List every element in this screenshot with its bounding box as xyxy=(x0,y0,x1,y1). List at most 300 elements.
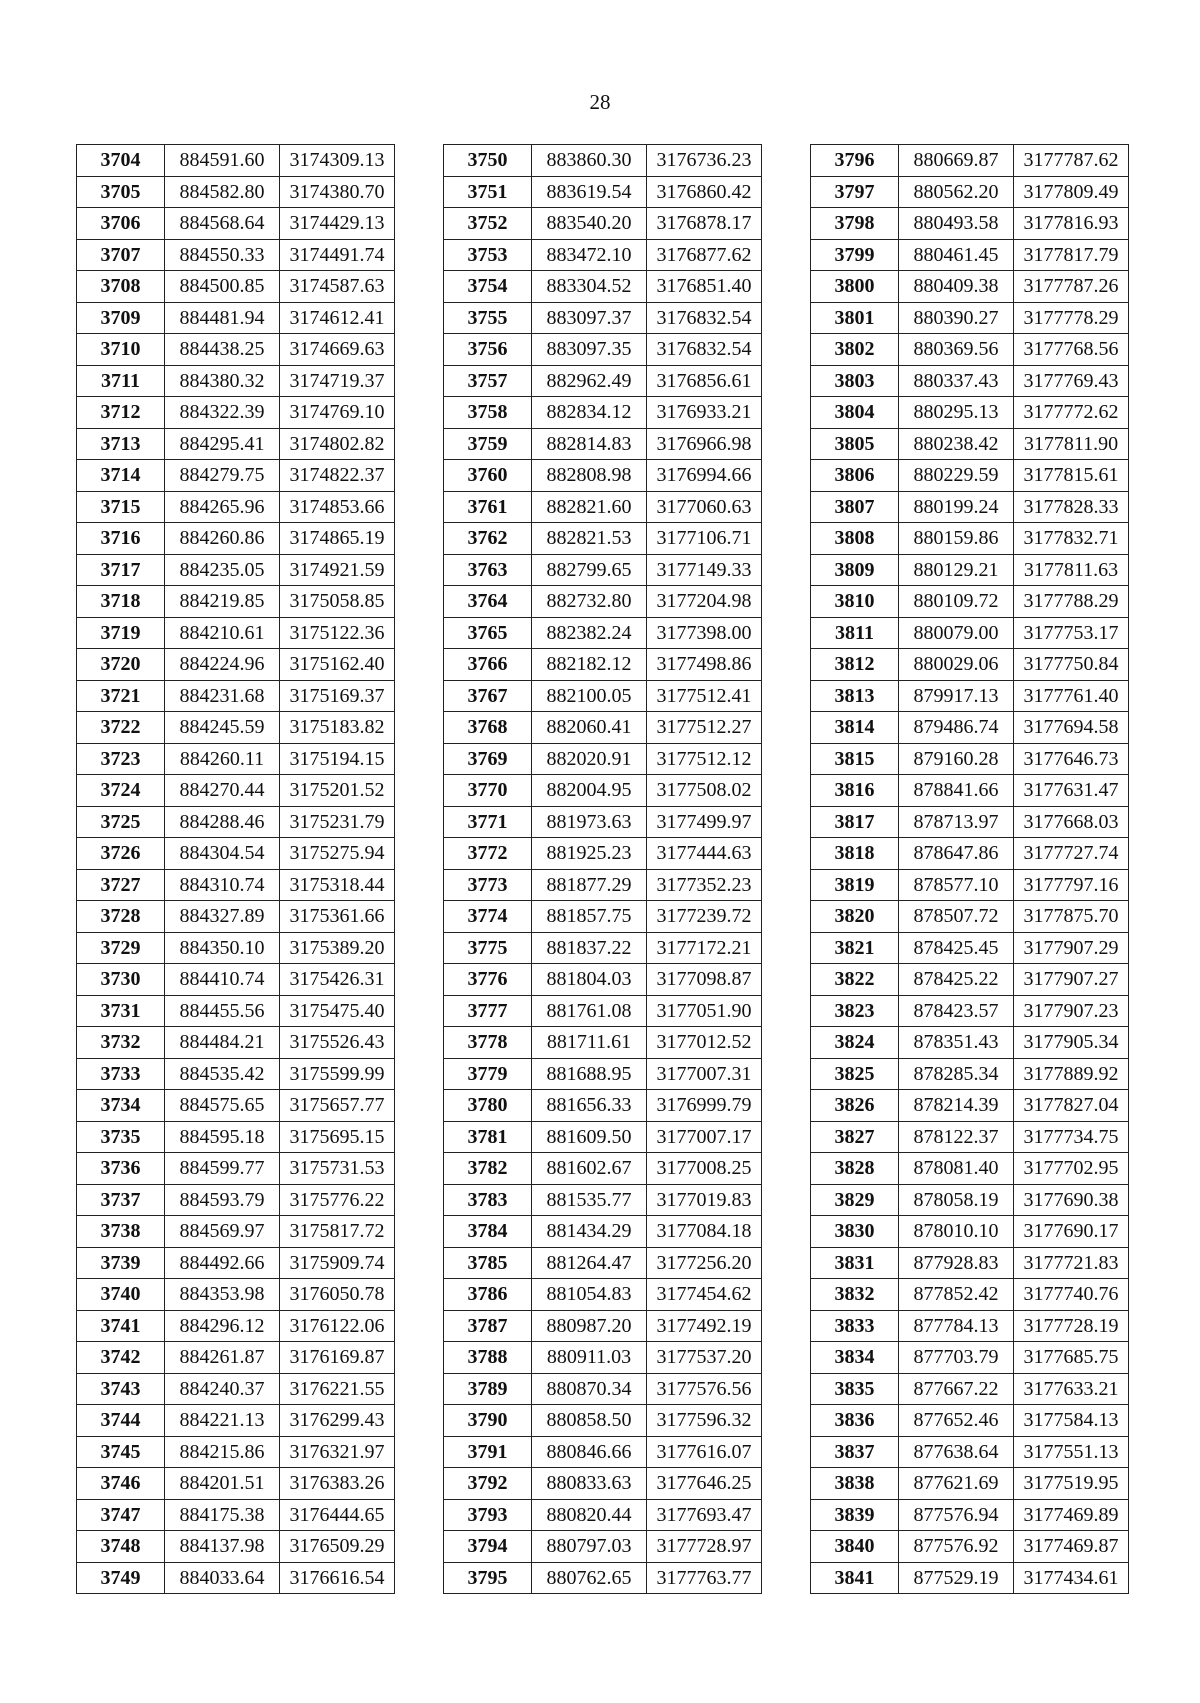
table-row xyxy=(444,995,762,1027)
x-coordinate-cell: 884240.37 xyxy=(165,1373,280,1405)
table-row xyxy=(77,1216,395,1248)
table-row xyxy=(811,712,1129,744)
point-id-cell: 3772 xyxy=(444,838,532,870)
table-row xyxy=(811,1090,1129,1122)
y-coordinate-cell: 3175183.82 xyxy=(280,712,395,744)
coordinate-table-3 xyxy=(810,144,1129,1594)
x-coordinate-cell: 881711.61 xyxy=(532,1027,647,1059)
table-row xyxy=(77,649,395,681)
point-id-cell: 3836 xyxy=(811,1405,899,1437)
x-coordinate-cell: 884265.96 xyxy=(165,491,280,523)
table-row xyxy=(77,964,395,996)
x-coordinate-cell: 880199.24 xyxy=(899,491,1014,523)
x-coordinate-cell: 882834.12 xyxy=(532,397,647,429)
x-coordinate-cell: 878577.10 xyxy=(899,869,1014,901)
y-coordinate-cell: 3177631.47 xyxy=(1014,775,1129,807)
table-row xyxy=(444,428,762,460)
x-coordinate-cell: 880911.03 xyxy=(532,1342,647,1374)
x-coordinate-cell: 881054.83 xyxy=(532,1279,647,1311)
point-id-cell: 3823 xyxy=(811,995,899,1027)
point-id-cell: 3817 xyxy=(811,806,899,838)
y-coordinate-cell: 3174309.13 xyxy=(280,145,395,177)
x-coordinate-cell: 884279.75 xyxy=(165,460,280,492)
x-coordinate-cell: 884492.66 xyxy=(165,1247,280,1279)
table-row xyxy=(811,334,1129,366)
table-row xyxy=(811,901,1129,933)
x-coordinate-cell: 884245.59 xyxy=(165,712,280,744)
y-coordinate-cell: 3177256.20 xyxy=(647,1247,762,1279)
x-coordinate-cell: 883097.35 xyxy=(532,334,647,366)
point-id-cell: 3766 xyxy=(444,649,532,681)
y-coordinate-cell: 3177768.56 xyxy=(1014,334,1129,366)
table-row xyxy=(77,523,395,555)
y-coordinate-cell: 3175275.94 xyxy=(280,838,395,870)
x-coordinate-cell: 884310.74 xyxy=(165,869,280,901)
x-coordinate-cell: 883619.54 xyxy=(532,176,647,208)
y-coordinate-cell: 3177787.26 xyxy=(1014,271,1129,303)
point-id-cell: 3745 xyxy=(77,1436,165,1468)
table-row xyxy=(444,271,762,303)
point-id-cell: 3723 xyxy=(77,743,165,775)
y-coordinate-cell: 3177576.56 xyxy=(647,1373,762,1405)
y-coordinate-cell: 3175695.15 xyxy=(280,1121,395,1153)
y-coordinate-cell: 3174380.70 xyxy=(280,176,395,208)
x-coordinate-cell: 881434.29 xyxy=(532,1216,647,1248)
x-coordinate-cell: 884260.86 xyxy=(165,523,280,555)
point-id-cell: 3715 xyxy=(77,491,165,523)
x-coordinate-cell: 881973.63 xyxy=(532,806,647,838)
point-id-cell: 3730 xyxy=(77,964,165,996)
point-id-cell: 3800 xyxy=(811,271,899,303)
table-row xyxy=(77,239,395,271)
point-id-cell: 3775 xyxy=(444,932,532,964)
x-coordinate-cell: 880369.56 xyxy=(899,334,1014,366)
point-id-cell: 3731 xyxy=(77,995,165,1027)
y-coordinate-cell: 3176994.66 xyxy=(647,460,762,492)
x-coordinate-cell: 880846.66 xyxy=(532,1436,647,1468)
point-id-cell: 3794 xyxy=(444,1531,532,1563)
y-coordinate-cell: 3175201.52 xyxy=(280,775,395,807)
table-row xyxy=(811,806,1129,838)
point-id-cell: 3753 xyxy=(444,239,532,271)
table-row xyxy=(811,145,1129,177)
y-coordinate-cell: 3177769.43 xyxy=(1014,365,1129,397)
table-row xyxy=(811,302,1129,334)
point-id-cell: 3830 xyxy=(811,1216,899,1248)
y-coordinate-cell: 3177778.29 xyxy=(1014,302,1129,334)
x-coordinate-cell: 882962.49 xyxy=(532,365,647,397)
x-coordinate-cell: 880109.72 xyxy=(899,586,1014,618)
point-id-cell: 3759 xyxy=(444,428,532,460)
page-number: 28 xyxy=(589,90,611,114)
table-row xyxy=(77,365,395,397)
table-row xyxy=(77,1310,395,1342)
y-coordinate-cell: 3177469.89 xyxy=(1014,1499,1129,1531)
table-row xyxy=(444,334,762,366)
y-coordinate-cell: 3175194.15 xyxy=(280,743,395,775)
y-coordinate-cell: 3176169.87 xyxy=(280,1342,395,1374)
table-row xyxy=(444,1499,762,1531)
x-coordinate-cell: 881761.08 xyxy=(532,995,647,1027)
point-id-cell: 3755 xyxy=(444,302,532,334)
x-coordinate-cell: 884270.44 xyxy=(165,775,280,807)
x-coordinate-cell: 884500.85 xyxy=(165,271,280,303)
table-row xyxy=(811,586,1129,618)
point-id-cell: 3736 xyxy=(77,1153,165,1185)
x-coordinate-cell: 884260.11 xyxy=(165,743,280,775)
table-row xyxy=(444,1405,762,1437)
table-row xyxy=(444,680,762,712)
point-id-cell: 3789 xyxy=(444,1373,532,1405)
x-coordinate-cell: 877638.64 xyxy=(899,1436,1014,1468)
point-id-cell: 3710 xyxy=(77,334,165,366)
point-id-cell: 3802 xyxy=(811,334,899,366)
point-id-cell: 3812 xyxy=(811,649,899,681)
table-row xyxy=(444,712,762,744)
table-row xyxy=(811,271,1129,303)
point-id-cell: 3779 xyxy=(444,1058,532,1090)
y-coordinate-cell: 3177444.63 xyxy=(647,838,762,870)
point-id-cell: 3813 xyxy=(811,680,899,712)
y-coordinate-cell: 3177787.62 xyxy=(1014,145,1129,177)
point-id-cell: 3749 xyxy=(77,1562,165,1594)
x-coordinate-cell: 880129.21 xyxy=(899,554,1014,586)
x-coordinate-cell: 878425.22 xyxy=(899,964,1014,996)
table-row xyxy=(77,460,395,492)
y-coordinate-cell: 3177008.25 xyxy=(647,1153,762,1185)
y-coordinate-cell: 3176299.43 xyxy=(280,1405,395,1437)
x-coordinate-cell: 881535.77 xyxy=(532,1184,647,1216)
point-id-cell: 3793 xyxy=(444,1499,532,1531)
table-row xyxy=(444,1468,762,1500)
table-row xyxy=(444,239,762,271)
table-row xyxy=(444,1279,762,1311)
table-row xyxy=(444,586,762,618)
point-id-cell: 3788 xyxy=(444,1342,532,1374)
table-row xyxy=(77,1342,395,1374)
x-coordinate-cell: 882060.41 xyxy=(532,712,647,744)
y-coordinate-cell: 3174429.13 xyxy=(280,208,395,240)
table-row xyxy=(811,1531,1129,1563)
x-coordinate-cell: 878351.43 xyxy=(899,1027,1014,1059)
point-id-cell: 3826 xyxy=(811,1090,899,1122)
x-coordinate-cell: 884595.18 xyxy=(165,1121,280,1153)
x-coordinate-cell: 877667.22 xyxy=(899,1373,1014,1405)
table-row xyxy=(77,806,395,838)
x-coordinate-cell: 880390.27 xyxy=(899,302,1014,334)
x-coordinate-cell: 884215.86 xyxy=(165,1436,280,1468)
y-coordinate-cell: 3174865.19 xyxy=(280,523,395,555)
x-coordinate-cell: 881656.33 xyxy=(532,1090,647,1122)
point-id-cell: 3752 xyxy=(444,208,532,240)
x-coordinate-cell: 881857.75 xyxy=(532,901,647,933)
table-row xyxy=(77,1405,395,1437)
table-row xyxy=(77,743,395,775)
table-row xyxy=(77,271,395,303)
table-row xyxy=(77,1373,395,1405)
x-coordinate-cell: 881837.22 xyxy=(532,932,647,964)
y-coordinate-cell: 3174719.37 xyxy=(280,365,395,397)
table-row xyxy=(444,397,762,429)
x-coordinate-cell: 882821.53 xyxy=(532,523,647,555)
table-row xyxy=(444,869,762,901)
y-coordinate-cell: 3174822.37 xyxy=(280,460,395,492)
point-id-cell: 3787 xyxy=(444,1310,532,1342)
table-row xyxy=(77,1279,395,1311)
x-coordinate-cell: 882808.98 xyxy=(532,460,647,492)
y-coordinate-cell: 3174769.10 xyxy=(280,397,395,429)
y-coordinate-cell: 3176966.98 xyxy=(647,428,762,460)
coordinate-table-1 xyxy=(76,144,395,1594)
y-coordinate-cell: 3177815.61 xyxy=(1014,460,1129,492)
x-coordinate-cell: 878214.39 xyxy=(899,1090,1014,1122)
y-coordinate-cell: 3175657.77 xyxy=(280,1090,395,1122)
point-id-cell: 3807 xyxy=(811,491,899,523)
y-coordinate-cell: 3177816.93 xyxy=(1014,208,1129,240)
point-id-cell: 3758 xyxy=(444,397,532,429)
table-row xyxy=(444,176,762,208)
point-id-cell: 3811 xyxy=(811,617,899,649)
point-id-cell: 3801 xyxy=(811,302,899,334)
table-row xyxy=(77,1184,395,1216)
y-coordinate-cell: 3177492.19 xyxy=(647,1310,762,1342)
x-coordinate-cell: 884593.79 xyxy=(165,1184,280,1216)
y-coordinate-cell: 3177051.90 xyxy=(647,995,762,1027)
table-row xyxy=(811,1247,1129,1279)
x-coordinate-cell: 880870.34 xyxy=(532,1373,647,1405)
y-coordinate-cell: 3177646.73 xyxy=(1014,743,1129,775)
y-coordinate-cell: 3176221.55 xyxy=(280,1373,395,1405)
table-row xyxy=(77,680,395,712)
point-id-cell: 3840 xyxy=(811,1531,899,1563)
y-coordinate-cell: 3177740.76 xyxy=(1014,1279,1129,1311)
table-row xyxy=(444,1090,762,1122)
x-coordinate-cell: 880159.86 xyxy=(899,523,1014,555)
point-id-cell: 3771 xyxy=(444,806,532,838)
y-coordinate-cell: 3177907.27 xyxy=(1014,964,1129,996)
point-id-cell: 3742 xyxy=(77,1342,165,1374)
y-coordinate-cell: 3177763.77 xyxy=(647,1562,762,1594)
x-coordinate-cell: 877852.42 xyxy=(899,1279,1014,1311)
point-id-cell: 3778 xyxy=(444,1027,532,1059)
point-id-cell: 3791 xyxy=(444,1436,532,1468)
point-id-cell: 3713 xyxy=(77,428,165,460)
y-coordinate-cell: 3177499.97 xyxy=(647,806,762,838)
table-row xyxy=(77,1499,395,1531)
y-coordinate-cell: 3177204.98 xyxy=(647,586,762,618)
point-id-cell: 3827 xyxy=(811,1121,899,1153)
point-id-cell: 3707 xyxy=(77,239,165,271)
point-id-cell: 3781 xyxy=(444,1121,532,1153)
y-coordinate-cell: 3177811.90 xyxy=(1014,428,1129,460)
y-coordinate-cell: 3177668.03 xyxy=(1014,806,1129,838)
x-coordinate-cell: 880762.65 xyxy=(532,1562,647,1594)
x-coordinate-cell: 878010.10 xyxy=(899,1216,1014,1248)
point-id-cell: 3780 xyxy=(444,1090,532,1122)
y-coordinate-cell: 3174853.66 xyxy=(280,491,395,523)
x-coordinate-cell: 884224.96 xyxy=(165,649,280,681)
y-coordinate-cell: 3177702.95 xyxy=(1014,1153,1129,1185)
point-id-cell: 3814 xyxy=(811,712,899,744)
table-row xyxy=(811,1279,1129,1311)
x-coordinate-cell: 884296.12 xyxy=(165,1310,280,1342)
table-row xyxy=(444,1216,762,1248)
table-row xyxy=(77,838,395,870)
y-coordinate-cell: 3177721.83 xyxy=(1014,1247,1129,1279)
table-row xyxy=(811,1121,1129,1153)
y-coordinate-cell: 3177454.62 xyxy=(647,1279,762,1311)
table-row xyxy=(811,649,1129,681)
x-coordinate-cell: 884221.13 xyxy=(165,1405,280,1437)
point-id-cell: 3725 xyxy=(77,806,165,838)
point-id-cell: 3708 xyxy=(77,271,165,303)
point-id-cell: 3721 xyxy=(77,680,165,712)
table-row xyxy=(444,302,762,334)
y-coordinate-cell: 3177596.32 xyxy=(647,1405,762,1437)
y-coordinate-cell: 3177761.40 xyxy=(1014,680,1129,712)
table-row xyxy=(444,1153,762,1185)
point-id-cell: 3815 xyxy=(811,743,899,775)
x-coordinate-cell: 883860.30 xyxy=(532,145,647,177)
point-id-cell: 3754 xyxy=(444,271,532,303)
x-coordinate-cell: 880987.20 xyxy=(532,1310,647,1342)
y-coordinate-cell: 3176832.54 xyxy=(647,302,762,334)
point-id-cell: 3737 xyxy=(77,1184,165,1216)
table-row xyxy=(811,775,1129,807)
table-row xyxy=(811,428,1129,460)
table-row xyxy=(811,1373,1129,1405)
point-id-cell: 3746 xyxy=(77,1468,165,1500)
table-row xyxy=(811,239,1129,271)
table-row xyxy=(77,554,395,586)
point-id-cell: 3718 xyxy=(77,586,165,618)
x-coordinate-cell: 884481.94 xyxy=(165,302,280,334)
table-row xyxy=(77,775,395,807)
point-id-cell: 3834 xyxy=(811,1342,899,1374)
table-row xyxy=(811,1499,1129,1531)
point-id-cell: 3726 xyxy=(77,838,165,870)
y-coordinate-cell: 3175426.31 xyxy=(280,964,395,996)
x-coordinate-cell: 881264.47 xyxy=(532,1247,647,1279)
x-coordinate-cell: 884599.77 xyxy=(165,1153,280,1185)
table-row xyxy=(77,932,395,964)
table-row xyxy=(77,901,395,933)
table-row xyxy=(811,365,1129,397)
x-coordinate-cell: 884410.74 xyxy=(165,964,280,996)
x-coordinate-cell: 881602.67 xyxy=(532,1153,647,1185)
y-coordinate-cell: 3176050.78 xyxy=(280,1279,395,1311)
x-coordinate-cell: 880858.50 xyxy=(532,1405,647,1437)
point-id-cell: 3740 xyxy=(77,1279,165,1311)
y-coordinate-cell: 3177809.49 xyxy=(1014,176,1129,208)
point-id-cell: 3822 xyxy=(811,964,899,996)
table-row xyxy=(811,617,1129,649)
point-id-cell: 3796 xyxy=(811,145,899,177)
point-id-cell: 3738 xyxy=(77,1216,165,1248)
x-coordinate-cell: 878285.34 xyxy=(899,1058,1014,1090)
table-row xyxy=(811,932,1129,964)
x-coordinate-cell: 881688.95 xyxy=(532,1058,647,1090)
x-coordinate-cell: 884582.80 xyxy=(165,176,280,208)
x-coordinate-cell: 877621.69 xyxy=(899,1468,1014,1500)
x-coordinate-cell: 880833.63 xyxy=(532,1468,647,1500)
x-coordinate-cell: 882020.91 xyxy=(532,743,647,775)
x-coordinate-cell: 884327.89 xyxy=(165,901,280,933)
y-coordinate-cell: 3176999.79 xyxy=(647,1090,762,1122)
y-coordinate-cell: 3176509.29 xyxy=(280,1531,395,1563)
x-coordinate-cell: 878507.72 xyxy=(899,901,1014,933)
table-row xyxy=(77,1153,395,1185)
table-row xyxy=(444,1184,762,1216)
x-coordinate-cell: 879160.28 xyxy=(899,743,1014,775)
point-id-cell: 3756 xyxy=(444,334,532,366)
y-coordinate-cell: 3176832.54 xyxy=(647,334,762,366)
table-row xyxy=(444,523,762,555)
table-row xyxy=(444,1058,762,1090)
x-coordinate-cell: 878058.19 xyxy=(899,1184,1014,1216)
x-coordinate-cell: 878423.57 xyxy=(899,995,1014,1027)
point-id-cell: 3743 xyxy=(77,1373,165,1405)
table-row xyxy=(77,491,395,523)
x-coordinate-cell: 877652.46 xyxy=(899,1405,1014,1437)
point-id-cell: 3741 xyxy=(77,1310,165,1342)
table-row xyxy=(77,1058,395,1090)
table-row xyxy=(77,1562,395,1594)
table-row xyxy=(811,176,1129,208)
point-id-cell: 3724 xyxy=(77,775,165,807)
y-coordinate-cell: 3177828.33 xyxy=(1014,491,1129,523)
y-coordinate-cell: 3177685.75 xyxy=(1014,1342,1129,1374)
x-coordinate-cell: 877529.19 xyxy=(899,1562,1014,1594)
table-row xyxy=(444,901,762,933)
x-coordinate-cell: 884201.51 xyxy=(165,1468,280,1500)
point-id-cell: 3744 xyxy=(77,1405,165,1437)
y-coordinate-cell: 3175776.22 xyxy=(280,1184,395,1216)
table-row xyxy=(811,523,1129,555)
x-coordinate-cell: 877928.83 xyxy=(899,1247,1014,1279)
table-row xyxy=(77,712,395,744)
point-id-cell: 3838 xyxy=(811,1468,899,1500)
y-coordinate-cell: 3177106.71 xyxy=(647,523,762,555)
point-id-cell: 3717 xyxy=(77,554,165,586)
point-id-cell: 3828 xyxy=(811,1153,899,1185)
x-coordinate-cell: 882004.95 xyxy=(532,775,647,807)
point-id-cell: 3818 xyxy=(811,838,899,870)
table-row xyxy=(77,1531,395,1563)
table-row xyxy=(444,365,762,397)
y-coordinate-cell: 3177905.34 xyxy=(1014,1027,1129,1059)
x-coordinate-cell: 880337.43 xyxy=(899,365,1014,397)
x-coordinate-cell: 883304.52 xyxy=(532,271,647,303)
table-row xyxy=(77,617,395,649)
x-coordinate-cell: 882382.24 xyxy=(532,617,647,649)
x-coordinate-cell: 884535.42 xyxy=(165,1058,280,1090)
point-id-cell: 3785 xyxy=(444,1247,532,1279)
table-row xyxy=(444,1562,762,1594)
point-id-cell: 3729 xyxy=(77,932,165,964)
y-coordinate-cell: 3176877.62 xyxy=(647,239,762,271)
table-row xyxy=(77,397,395,429)
y-coordinate-cell: 3177832.71 xyxy=(1014,523,1129,555)
point-id-cell: 3809 xyxy=(811,554,899,586)
y-coordinate-cell: 3177007.31 xyxy=(647,1058,762,1090)
x-coordinate-cell: 884484.21 xyxy=(165,1027,280,1059)
table-row xyxy=(811,869,1129,901)
table-row xyxy=(444,460,762,492)
y-coordinate-cell: 3177728.19 xyxy=(1014,1310,1129,1342)
table-row xyxy=(811,460,1129,492)
y-coordinate-cell: 3175122.36 xyxy=(280,617,395,649)
